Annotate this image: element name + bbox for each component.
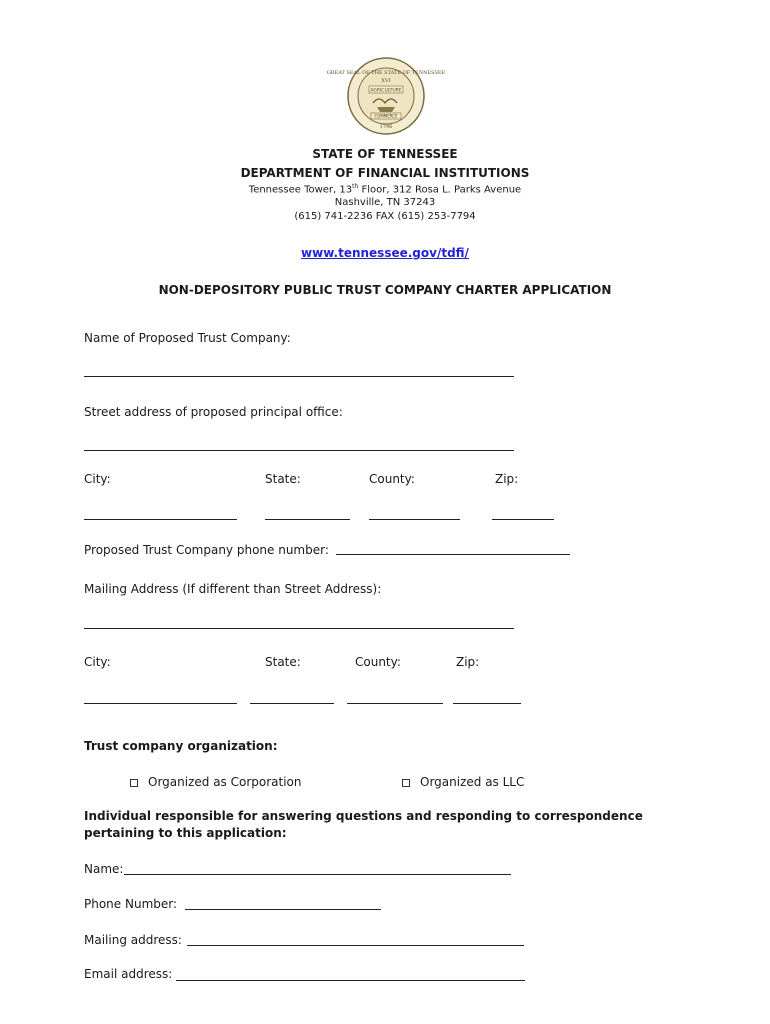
county2-label: County: bbox=[355, 655, 401, 669]
company-phone-field[interactable] bbox=[336, 554, 570, 555]
department-heading: DEPARTMENT OF FINANCIAL INSTITUTIONS bbox=[240, 166, 530, 180]
zip2-field[interactable] bbox=[453, 703, 521, 704]
street-field[interactable] bbox=[84, 450, 514, 451]
org-llc-option[interactable] bbox=[402, 775, 524, 789]
seal-year: 1796 bbox=[379, 124, 393, 130]
form-title: NON-DEPOSITORY PUBLIC TRUST COMPANY CHARTER APPLICATION bbox=[158, 283, 612, 297]
county2-field[interactable] bbox=[347, 703, 443, 704]
city-line: Nashville, TN 37243 bbox=[334, 197, 436, 208]
contact-name-field[interactable] bbox=[124, 874, 511, 875]
contact-name-label: Name: bbox=[84, 862, 124, 876]
llc-label: Organized as LLC bbox=[420, 775, 525, 789]
name-label: Name of Proposed Trust Company: bbox=[84, 331, 291, 345]
org-heading: Trust company organization: bbox=[84, 739, 278, 753]
contact-mailing-label: Mailing address: bbox=[84, 933, 182, 947]
seal-numeral: XVI bbox=[381, 78, 391, 84]
mailing-address-label: Mailing Address (If different than Street Address): bbox=[84, 582, 382, 596]
county-field[interactable] bbox=[369, 519, 460, 520]
contact-mailing-field[interactable] bbox=[187, 945, 524, 946]
city-field[interactable] bbox=[84, 519, 237, 520]
contact-email-field[interactable] bbox=[176, 980, 525, 981]
llc-checkbox[interactable] bbox=[402, 779, 410, 787]
state2-label: State: bbox=[265, 655, 301, 669]
corporation-label: Organized as Corporation bbox=[148, 775, 302, 789]
responsible-heading: Individual responsible for answering questions and responding to correspondence pertaining to this application: bbox=[84, 809, 643, 840]
city-label: City: bbox=[84, 472, 111, 486]
phone-fax-line: (615) 741-2236 FAX (615) 253-7794 bbox=[294, 211, 476, 222]
state-heading: STATE OF TENNESSEE bbox=[312, 147, 458, 161]
mailing-address-field[interactable] bbox=[84, 628, 514, 629]
corporation-checkbox[interactable] bbox=[130, 779, 138, 787]
website-link[interactable]: www.tennessee.gov/tdfi/ bbox=[301, 246, 469, 260]
state-field[interactable] bbox=[265, 519, 350, 520]
city2-field[interactable] bbox=[84, 703, 237, 704]
org-corporation-option[interactable] bbox=[130, 775, 302, 789]
state-label: State: bbox=[265, 472, 301, 486]
address-post: Floor, 312 Rosa L. Parks Avenue bbox=[358, 184, 522, 196]
seal-commerce: COMMERCE bbox=[374, 113, 398, 119]
state2-field[interactable] bbox=[250, 703, 334, 704]
zip2-label: Zip: bbox=[456, 655, 480, 669]
contact-email-label: Email address: bbox=[84, 967, 173, 981]
name-field[interactable] bbox=[84, 376, 514, 377]
address-sup: th bbox=[352, 183, 359, 190]
contact-phone-label: Phone Number: bbox=[84, 897, 178, 911]
company-phone-label: Proposed Trust Company phone number: bbox=[84, 543, 329, 557]
zip-label: Zip: bbox=[495, 472, 519, 486]
street-label: Street address of proposed principal office: bbox=[84, 405, 343, 419]
county-label: County: bbox=[369, 472, 415, 486]
seal-outer-text: GREAT SEAL OF THE STATE OF TENNESSEE bbox=[326, 70, 446, 76]
address-pre: Tennessee Tower, 13 bbox=[248, 184, 353, 196]
zip-field[interactable] bbox=[492, 519, 554, 520]
address-line bbox=[0, 183, 770, 195]
state-seal-logo bbox=[326, 57, 446, 135]
contact-phone-field[interactable] bbox=[185, 909, 381, 910]
city2-label: City: bbox=[84, 655, 111, 669]
seal-agriculture: AGRICULTURE bbox=[370, 88, 402, 94]
